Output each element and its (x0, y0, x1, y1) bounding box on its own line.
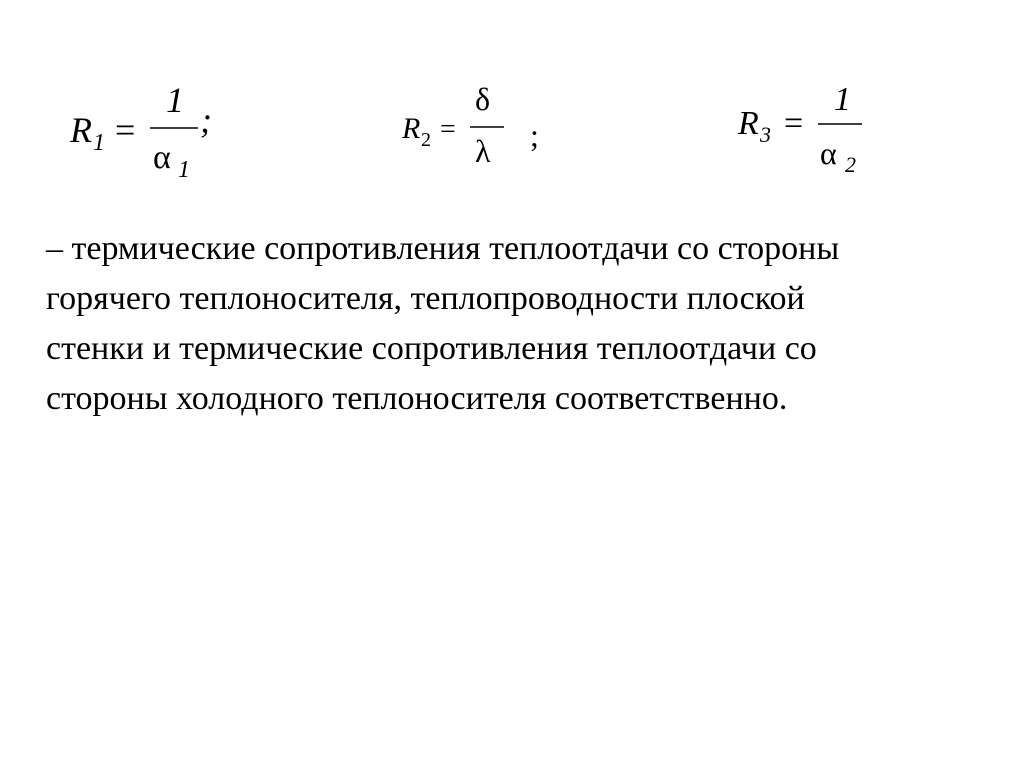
description-line-3: стенки и термические сопротивления теплоотдачи со (46, 330, 817, 367)
formula-r3-graphic (728, 78, 888, 188)
formula-r1-semicolon: ; (200, 100, 212, 140)
formula-r3-denominator-symbol: α (820, 135, 837, 171)
formula-r1-name: R (70, 110, 92, 150)
formula-r1-subscript: 1 (93, 130, 105, 156)
description-line-2: горячего теплоносителя, теплопроводности плоской (46, 280, 805, 317)
formula-r2-subscript: 2 (421, 129, 431, 151)
description-line-1: – термические сопротивления теплоотдачи со стороны (46, 230, 840, 267)
formula-r3-equals: = (784, 105, 804, 142)
description-line-4: стороны холодного теплоносителя соответственно. (46, 380, 788, 417)
formula-r1-graphic (60, 76, 240, 186)
formula-r2-denominator-symbol: λ (475, 133, 491, 169)
description-paragraph (46, 224, 1006, 424)
formula-r2-numerator: δ (475, 81, 491, 117)
formula-r1-denominator-subscript: 1 (178, 157, 190, 183)
formula-r1-equals: = (115, 110, 136, 150)
formula-r2-name: R (402, 112, 421, 145)
formula-r1-numerator: 1 (166, 80, 184, 120)
formula-r3-denominator-subscript: 2 (845, 152, 856, 177)
formula-r3-numerator: 1 (834, 81, 851, 118)
formula-r2-equals: = (440, 114, 456, 145)
formula-r1 (60, 76, 240, 186)
formula-r1-denominator-symbol: α (153, 139, 171, 176)
formula-r2-semicolon: ; (530, 117, 539, 153)
formula-r3 (728, 78, 888, 188)
formula-r2-graphic (392, 80, 562, 180)
formula-r3-name: R (738, 105, 759, 142)
formula-r2 (392, 80, 562, 180)
formula-r3-subscript: 3 (760, 122, 771, 147)
